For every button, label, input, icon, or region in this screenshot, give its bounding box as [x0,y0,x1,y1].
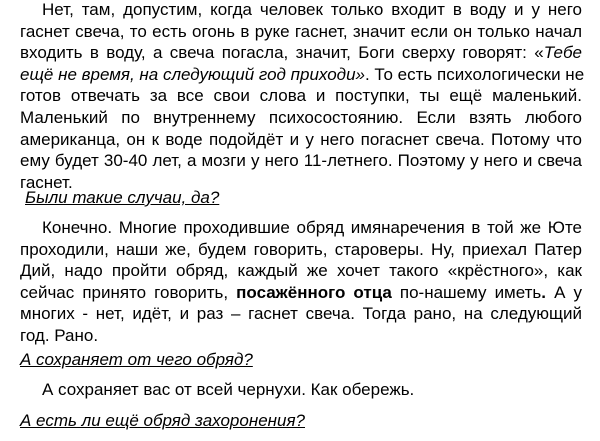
answer-1-line-5: готов отвечать за все свои слова и поступки, ты ещё маленький. [20,86,582,106]
quoted-speech: ещё не время, на следующий год приходи» [20,64,365,84]
answer-2-line-3: Дий, надо пройти обряд, каждый же хочет такого «крёстного», как [20,261,582,281]
answer-1-line-2: гаснет свеча, то есть огонь в руке гаснет, значит если он только начал [20,21,582,41]
answer-2-line-5: многих - нет, идёт, и раз – гаснет свеча. Тогда рано, на следующий [20,304,582,324]
bold-phrase: посажённого отца [236,282,392,302]
answer-2-line-4: сейчас принято говорить, посажённого отца по-нашему иметь. А у [20,282,582,302]
quoted-speech: Тебе [543,43,582,63]
answer-1-line-9: гаснет. [20,172,73,192]
question-3: А есть ли ещё обряд захоронения? [20,411,305,430]
answer-1-line-8: ему будет 30-40 лет, а мозги у него 11-летнего. Поэтому у него и свеча [20,151,582,171]
answer-2-line-2: проходили, наши же, будем говорить, староверы. Ну, приехал Патер [20,239,582,259]
answer-1-line-4: ещё не время, на следующий год приходи». То есть психологически не [20,64,585,84]
answer-1-line-6: Маленький по внутреннему психосостоянию. Если взять любого [20,108,582,127]
question-1: Были такие случаи, да? [25,188,220,207]
answer-3: А сохраняет вас от всей чернухи. Как обережь. [42,380,415,399]
answer-2-line-1: Конечно. Многие проходившие обряд имянаречения в той же Юте [42,218,582,237]
answer-2-line-6: год. Рано. [20,326,99,345]
answer-1-line-1: Нет, там, допустим, когда человек только входит в воду и у него [42,0,582,19]
answer-1-line-3: входить в воду, а свеча погасла, значит, Боги сверху говорят: «Тебе [20,43,582,63]
question-2: А сохраняет от чего обряд? [20,350,253,369]
answer-1-line-7: американца, он к воде подойдёт и у него погаснет свеча. Потому что [20,129,582,149]
